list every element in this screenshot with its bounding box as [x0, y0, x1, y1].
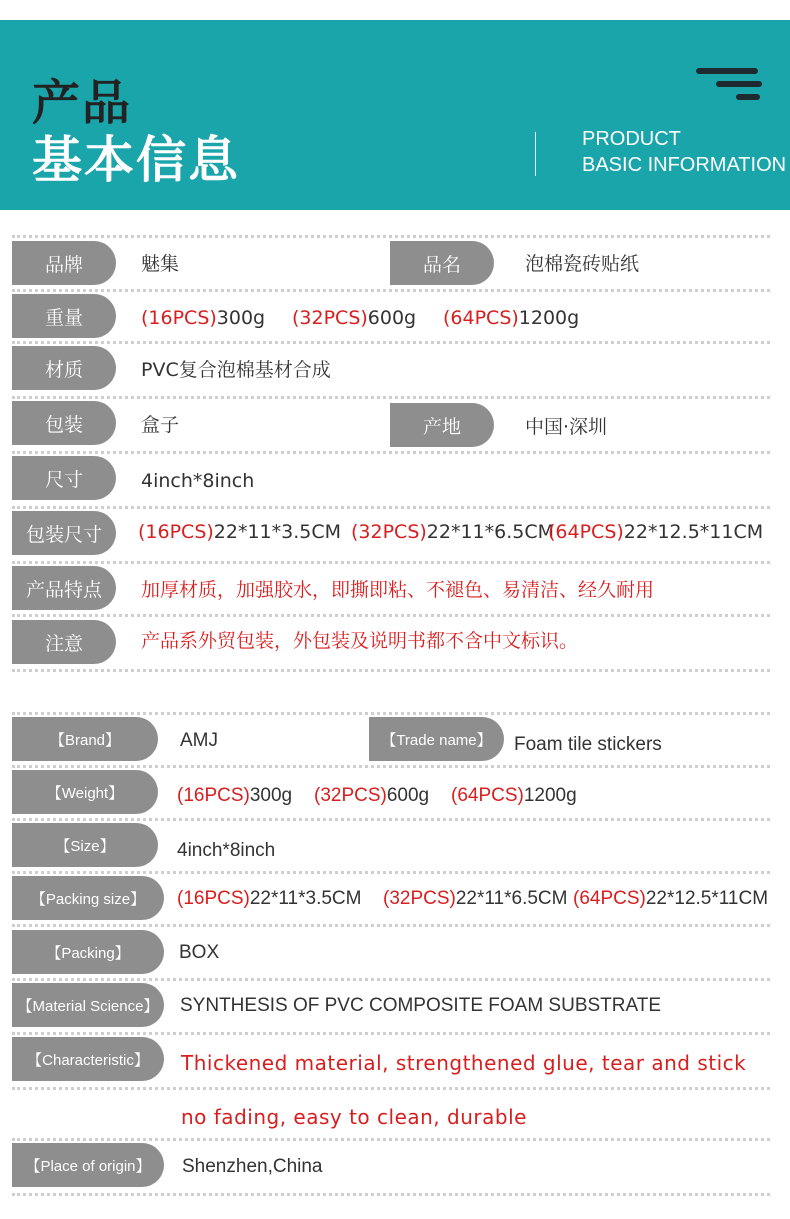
en-weight-32: (32PCS)600g: [314, 785, 430, 806]
row-divider: [12, 924, 770, 927]
row-divider: [12, 1032, 770, 1035]
row-divider: [12, 1087, 770, 1090]
cn-name-label: 品名: [390, 241, 494, 285]
header-banner: [0, 20, 790, 210]
row-divider: [12, 978, 770, 981]
cn-note-label: 注意: [12, 620, 116, 664]
en-characteristic-label: 【Characteristic】: [12, 1037, 164, 1081]
title-cn-line1: 产品: [32, 75, 133, 131]
cn-feature-value: 加厚材质，加强胶水，即撕即粘、不褪色、易清洁、经久耐用: [141, 579, 655, 601]
en-pack-size-label: 【Packing size】: [12, 876, 164, 920]
en-weight-64: (64PCS)1200g: [451, 785, 577, 806]
en-characteristic-line1: Thickened material, strengthened glue, tear and stick: [181, 1051, 747, 1075]
cn-weight-64: (64PCS)1200g: [443, 307, 580, 329]
cn-weight-16: (16PCS)300g: [141, 307, 266, 329]
row-divider: [12, 235, 770, 238]
row-divider: [12, 396, 770, 399]
en-size-value: 4inch*8inch: [177, 840, 276, 861]
en-size-label: 【Size】: [12, 823, 158, 867]
cn-material-value: PVC复合泡棉基材合成: [141, 359, 331, 381]
en-pack-size-16: (16PCS)22*11*3.5CM: [177, 888, 362, 909]
cn-packing-label: 包装: [12, 401, 116, 445]
row-divider: [12, 871, 770, 874]
menu-icon: [696, 68, 762, 104]
en-pack-size-64: (64PCS)22*12.5*11CM: [573, 888, 769, 909]
en-material-value: SYNTHESIS OF PVC COMPOSITE FOAM SUBSTRATE: [180, 995, 662, 1016]
cn-pack-size-32: (32PCS)22*11*6.5CM: [351, 521, 555, 543]
cn-brand-label: 品牌: [12, 241, 116, 285]
row-divider: [12, 1193, 770, 1196]
en-origin-label: 【Place of origin】: [12, 1143, 164, 1187]
row-divider: [12, 765, 770, 768]
cn-packing-value: 盒子: [141, 414, 180, 436]
en-brand-value: AMJ: [180, 730, 218, 751]
cn-pack-size-64: (64PCS)22*12.5*11CM: [548, 521, 764, 543]
en-packing-label: 【Packing】: [12, 930, 164, 974]
cn-size-value: 4inch*8inch: [141, 470, 255, 492]
en-weight-label: 【Weight】: [12, 770, 158, 814]
en-pack-size-32: (32PCS)22*11*6.5CM: [383, 888, 568, 909]
cn-pack-size-16: (16PCS)22*11*3.5CM: [138, 521, 342, 543]
en-name-label: 【Trade name】: [369, 717, 504, 761]
title-cn-line2: 基本信息: [32, 131, 240, 189]
title-en-line1: PRODUCT: [582, 128, 681, 150]
row-divider: [12, 1138, 770, 1141]
en-name-value: Foam tile stickers: [514, 734, 662, 755]
en-characteristic-line2: no fading, easy to clean, durable: [181, 1105, 527, 1129]
row-divider: [12, 669, 770, 672]
en-origin-value: Shenzhen,China: [182, 1156, 323, 1177]
cn-note-value: 产品系外贸包装，外包装及说明书都不含中文标识。: [141, 630, 579, 652]
cn-material-label: 材质: [12, 346, 116, 390]
en-brand-label: 【Brand】: [12, 717, 158, 761]
cn-size-label: 尺寸: [12, 456, 116, 500]
en-material-label: 【Material Science】: [12, 983, 164, 1027]
header-divider: [535, 132, 536, 176]
cn-brand-value: 魅集: [141, 253, 180, 275]
en-packing-value: BOX: [179, 942, 220, 963]
en-weight-16: (16PCS)300g: [177, 785, 293, 806]
cn-weight-label: 重量: [12, 294, 116, 338]
cn-origin-value: 中国·深圳: [525, 416, 608, 438]
cn-origin-label: 产地: [390, 403, 494, 447]
row-divider: [12, 712, 770, 715]
row-divider: [12, 818, 770, 821]
row-divider: [12, 614, 770, 617]
row-divider: [12, 561, 770, 564]
title-en-line2: BASIC INFORMATION: [582, 154, 787, 176]
cn-feature-label: 产品特点: [12, 566, 116, 610]
row-divider: [12, 289, 770, 292]
row-divider: [12, 451, 770, 454]
row-divider: [12, 506, 770, 509]
row-divider: [12, 341, 770, 344]
cn-weight-32: (32PCS)600g: [292, 307, 417, 329]
cn-pack-size-label: 包装尺寸: [12, 511, 116, 555]
cn-name-value: 泡棉瓷砖贴纸: [525, 253, 640, 275]
